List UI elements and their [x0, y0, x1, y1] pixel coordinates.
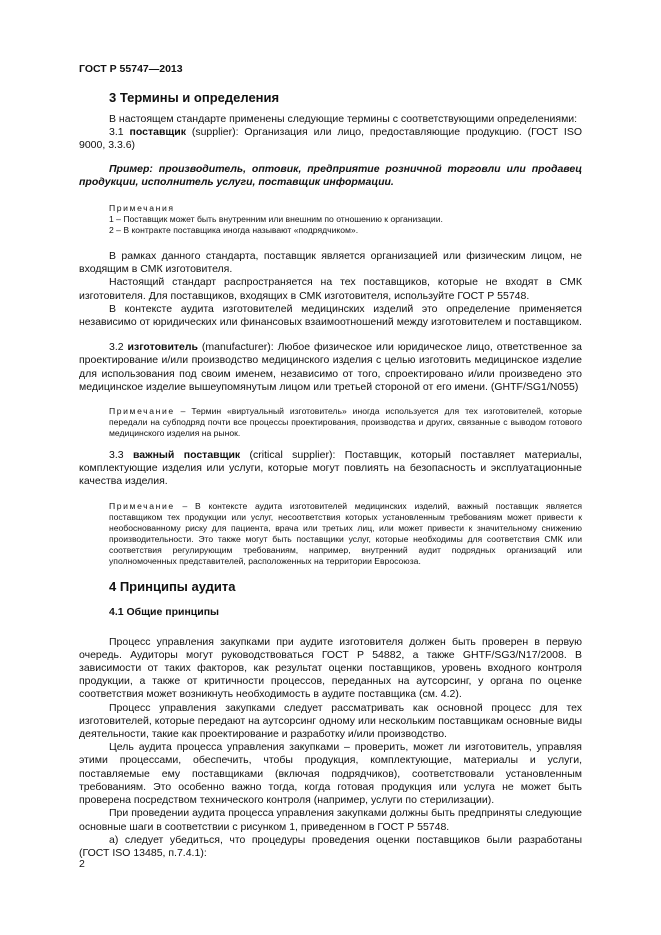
- note-label: Примечание: [109, 406, 175, 417]
- note-4-text: – В контексте аудита изготовителей медицинских изделий, важный поставщик является поставщиком тех продукции или услуг, несоответствия которых установленным требованиям может привести к необоснованному риску для пациента, врача или третьих лиц, или может привести к значительному снижению производительности. Это также могут быть поставщики услуг, которые необходимы для соответствия СМК или соответствия регулирующим требованиям, например, внутренний аудит подрядных организаций или уполномоченных представителей, расположенных на территории Евросоюза.: [109, 500, 582, 566]
- note-2: 2 – В контракте поставщика иногда называют «подрядчиком».: [109, 225, 359, 236]
- paragraph: В рамках данного стандарта, поставщик является организацией или физическим лицом, не входящим в СМК изготовителя.: [79, 250, 582, 276]
- term-3-2-number: 3.2: [109, 341, 124, 354]
- term-3-1-number: 3.1: [109, 126, 124, 139]
- note-label: Примечание: [109, 500, 175, 511]
- term-3-1-term: поставщик: [129, 126, 186, 139]
- section-3-heading: 3 Термины и определения: [109, 90, 280, 105]
- term-3-2-text: (manufacturer): Любое физическое или юридическое лицо, ответственное за проектирование и/или производство медицинского изделия с целью изготовить медицинское изделие для использования под своим именем, независимо от того, спроектировано и/или произведено это медицинское изделие вышеупомянутым лицом или третьей стороной от его имени. (GHTF/SG1/N055): [79, 341, 582, 393]
- subsection-4-1-heading: 4.1 Общие принципы: [109, 605, 220, 618]
- note-4: [79, 501, 582, 567]
- term-3-3: [79, 449, 582, 489]
- term-3-3-number: 3.3: [109, 449, 124, 462]
- note-3: [79, 406, 582, 439]
- note-1: 1 – Поставщик может быть внутренним или внешним по отношению к организации.: [109, 214, 443, 225]
- document-body: [79, 90, 582, 860]
- paragraph: Настоящий стандарт распространяется на тех поставщиков, которые не входят в СМК изготовителя. Для поставщиков, входящих в СМК изготовителя, используйте ГОСТ Р 55748.: [79, 276, 582, 302]
- paragraph: а) следует убедиться, что процедуры проведения оценки поставщиков были разработаны (ГОСТ ISO 13485, п.7.4.1):: [79, 833, 582, 859]
- section-4-heading: 4 Принципы аудита: [109, 578, 236, 594]
- document-header: ГОСТ Р 55747—2013: [79, 63, 183, 75]
- term-3-3-text: (critical supplier): Поставщик, который поставляет материалы, комплектующие изделия или услуги, которые могут повлиять на безопасность и эксплуатационные качества изделия.: [79, 449, 582, 488]
- page-number: 2: [79, 858, 85, 870]
- paragraph: В контексте аудита изготовителей медицинских изделий это определение применяется независимо от юридических или финансовых взаимоотношений между изготовителем и поставщиком.: [79, 302, 582, 329]
- term-3-1-text: (supplier): Организация или лицо, предоставляющие продукцию. (ГОСТ ISO 9000, 3.3.6): [79, 126, 583, 152]
- term-3-2: [79, 341, 582, 394]
- term-3-3-term: важный поставщик: [132, 449, 241, 462]
- note-3-text: – Термин «виртуальный изготовитель» иногда используется для тех изготовителей, которые передали на субподряд почти все процессы проектирования, производства и других, связанные с выводом готового медицинского изделия на рынок.: [109, 406, 582, 439]
- paragraph: При проведении аудита процесса управления закупками должны быть предприняты следующие основные шаги в соответствии с рисунком 1, приведенном в ГОСТ Р 55748.: [79, 807, 582, 833]
- paragraph: Цель аудита процесса управления закупками – проверить, может ли изготовитель, управляя этими процессами, обеспечить, чтобы продукция, комплектующие, материалы и услуги, поставляемые ему поставщиками (включая подрядчиков), соответствовали установленным требованиям. Это особенно важно тогда, когда готовая продукция или услуга не может быть проверена посредством технического контроля (например, услуги по стерилизации).: [79, 741, 582, 807]
- paragraph: Процесс управления закупками при аудите изготовителя должен быть проверен в первую очередь. Аудиторы могут руководствоваться ГОСТ Р 54882, а также GHTF/SG3/N17/2008. В зависимости от таких факторов, как результат оценки поставщиков, уровень входного контроля продукции, а также от критичности процессов, переданных на аутсорсинг, у органа по оценке соответствия может возникнуть необходимость в аудите поставщика (см. 4.2).: [79, 635, 582, 701]
- notes-label: Примечания: [109, 203, 175, 214]
- paragraph: Процесс управления закупками следует рассматривать как основной процесс для тех изготовителей, которые передают на аутсорсинг одному или нескольким поставщикам основные виды деятельности, такие как проектирование и разработку и/или производство.: [79, 701, 582, 741]
- term-3-1: [79, 126, 582, 152]
- section-3-intro: В настоящем стандарте применены следующие термины с соответствующими определениями:: [109, 113, 578, 125]
- example-paragraph: Пример: производитель, оптовик, предприятие розничной торговли или продавец продукции, исполнитель услуги, поставщик информации.: [79, 162, 582, 188]
- term-3-2-term: изготовитель: [127, 341, 199, 354]
